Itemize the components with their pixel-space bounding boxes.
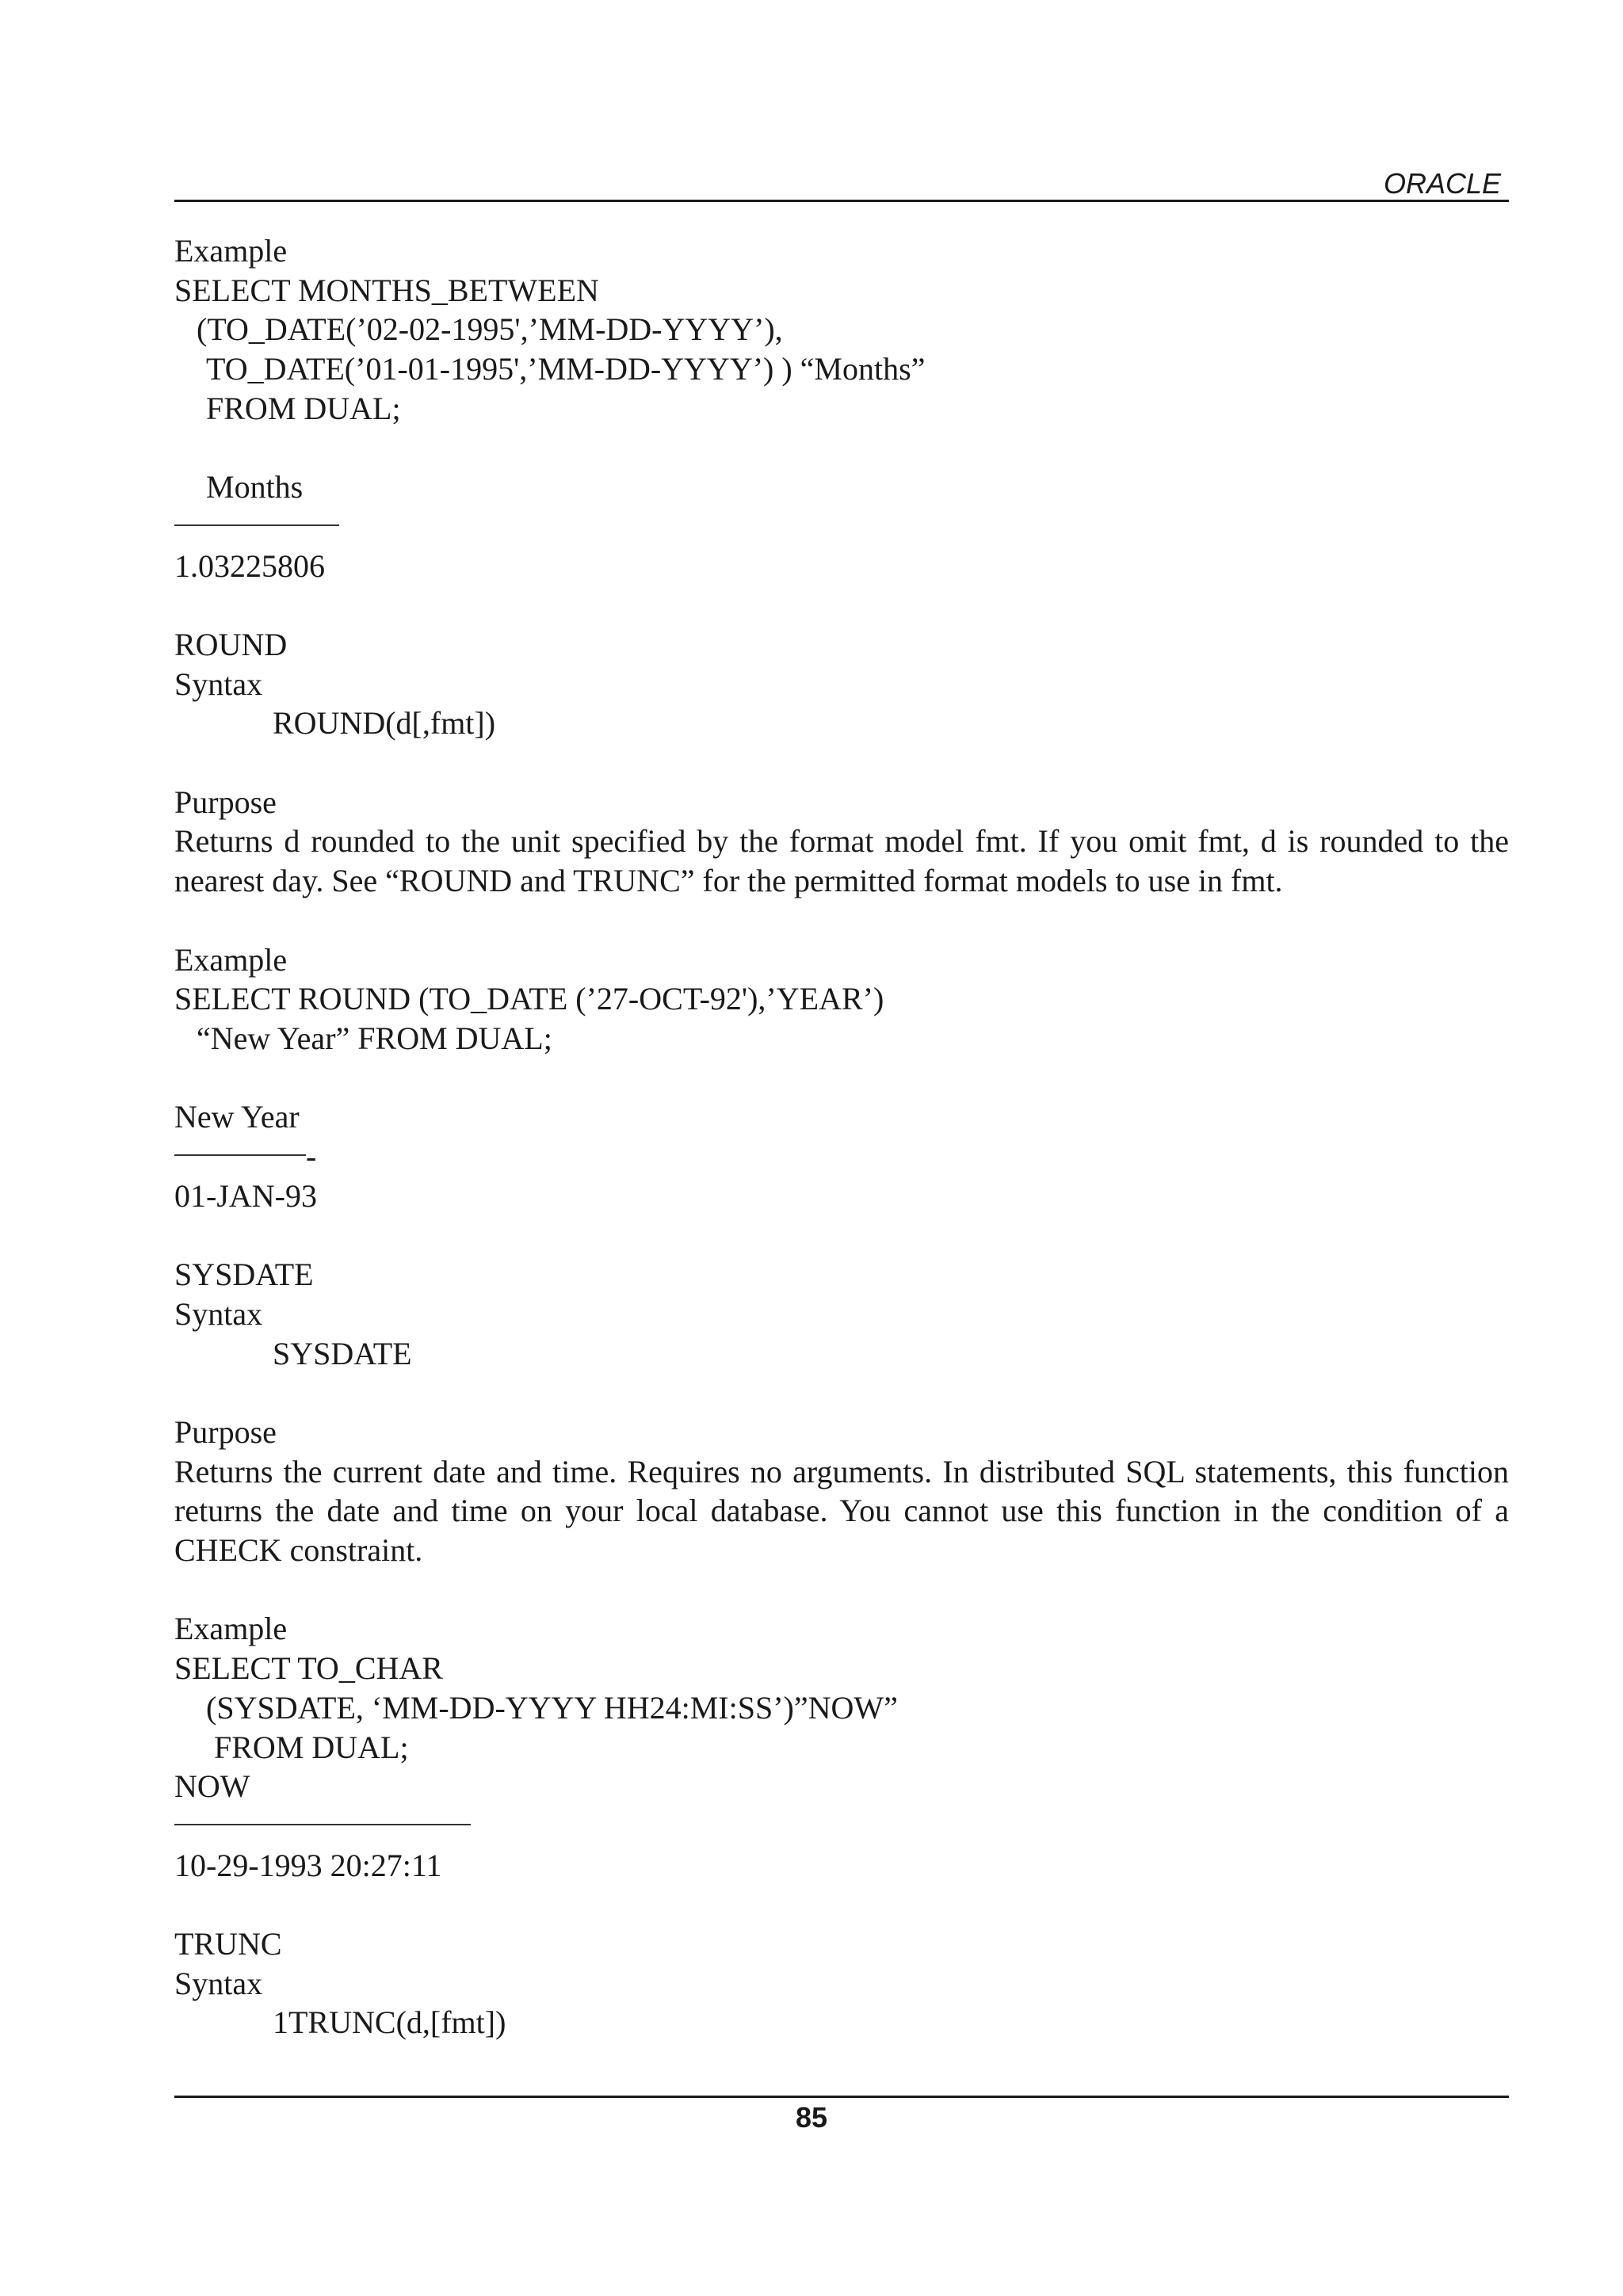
purpose-paragraph: Returns the current date and time. Requires no arguments. In distributed SQL statements, this function returns the date and time on your local database. You cannot use this function in the condition of a CHECK constraint. — [174, 1453, 1509, 1569]
result-column-header: Months — [206, 469, 304, 505]
code-line: TO_DATE(’01-01-1995',’MM-DD-YYYY’) ) “Months” — [206, 351, 926, 387]
code-line: FROM DUAL; — [214, 1729, 409, 1765]
example-label: Example — [174, 941, 288, 978]
code-line: SELECT MONTHS_BETWEEN — [174, 272, 599, 308]
purpose-paragraph: Returns d rounded to the unit specified by the format model fmt. If you omit fmt, d is rounded to the nearest day. See “ROUND and TRUNC” for the permitted format models to use in fmt. — [174, 823, 1509, 899]
syntax-label: Syntax — [174, 1965, 263, 2001]
syntax-code: ROUND(d[,fmt]) — [273, 705, 496, 742]
page-body — [174, 231, 1509, 2042]
code-line: SELECT ROUND (TO_DATE (’27-OCT-92'),’YEAR’) — [174, 981, 884, 1017]
purpose-label: Purpose — [174, 784, 277, 820]
result-separator — [174, 1137, 1509, 1177]
example-label: Example — [174, 1611, 288, 1647]
syntax-label: Syntax — [174, 1295, 263, 1332]
function-heading: SYSDATE — [174, 1257, 314, 1293]
result-column-header: NOW — [174, 1768, 250, 1805]
code-line: (TO_DATE(’02-02-1995',’MM-DD-YYYY’), — [197, 311, 783, 348]
result-value: 10-29-1993 20:27:11 — [174, 1847, 442, 1883]
code-line: (SYSDATE, ‘MM-DD-YYYY HH24:MI:SS’)”NOW” — [206, 1689, 898, 1726]
purpose-label: Purpose — [174, 1413, 277, 1450]
syntax-code: 1TRUNC(d,[fmt]) — [273, 2004, 506, 2041]
result-separator — [174, 1806, 1509, 1846]
result-value: 1.03225806 — [174, 547, 325, 584]
example-label: Example — [174, 233, 288, 269]
code-line: FROM DUAL; — [206, 390, 401, 426]
page-number: 85 — [795, 2101, 828, 2134]
function-heading: TRUNC — [174, 1926, 282, 1962]
code-line: “New Year” FROM DUAL; — [197, 1020, 552, 1056]
function-heading: ROUND — [174, 626, 288, 662]
syntax-code: SYSDATE — [273, 1335, 412, 1371]
result-separator-tail: - — [306, 1138, 317, 1175]
result-value: 01-JAN-93 — [174, 1177, 317, 1214]
code-line: SELECT TO_CHAR — [174, 1650, 443, 1687]
running-header-title: ORACLE — [1383, 167, 1501, 200]
result-column-header: New Year — [174, 1099, 300, 1135]
footer-rule — [174, 2096, 1509, 2098]
header-rule — [174, 200, 1509, 202]
result-separator — [174, 507, 1509, 547]
syntax-label: Syntax — [174, 666, 263, 702]
